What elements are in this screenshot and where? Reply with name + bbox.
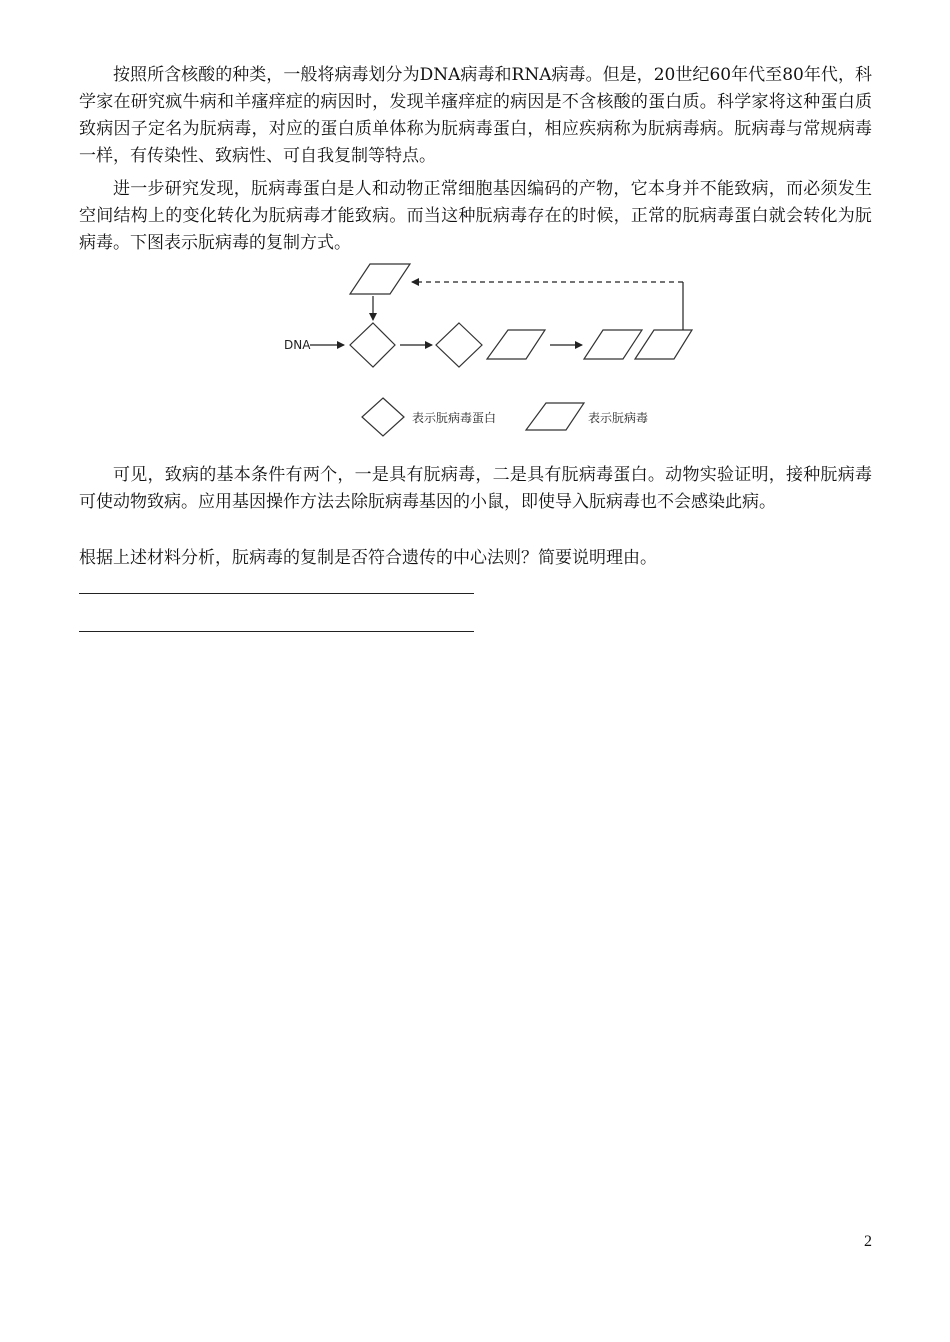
paragraph-2: 进一步研究发现，朊病毒蛋白是人和动物正常细胞基因编码的产物，它本身并不能致病，而必须发生空间结构上的变化转化为朊病毒才能致病。而当这种朊病毒存在的时候，正常的朊病毒蛋白就会转化为朊病毒。下图表示朊病毒的复制方式。 (79, 179, 872, 253)
paragraph-1: 按照所含核酸的种类，一般将病毒划分为DNA病毒和RNA病毒。但是，20世纪60年代至80年代，科学家在研究疯牛病和羊瘙痒症的病因时，发现羊瘙痒症的病因是不含核酸的蛋白质。科学家将这种蛋白质致病因子定名为朊病毒，对应的蛋白质单体称为朊病毒蛋白，相应疾病称为朊病毒病。朊病毒与常规病毒一样，有传染性、致病性、可自我复制等特点。 (79, 65, 872, 166)
prion-parallelogram-top (350, 264, 410, 294)
prion-parallelogram-3 (584, 330, 642, 359)
prion-parallelogram-4 (635, 330, 692, 359)
question: 根据上述材料分析，朊病毒的复制是否符合遗传的中心法则？简要说明理由。 (79, 548, 657, 568)
answer-line-2[interactable] (79, 631, 474, 632)
paragraph-3: 可见，致病的基本条件有两个，一是具有朊病毒，二是具有朊病毒蛋白。动物实验证明，接种朊病毒可使动物致病。应用基因操作方法去除朊病毒基因的小鼠，即使导入朊病毒也不会感染此病。 (79, 465, 872, 512)
answer-line-1[interactable] (79, 593, 474, 594)
prion-protein-diamond-1 (350, 323, 395, 367)
legend-diamond-label: 表示朊病毒蛋白 (412, 411, 497, 425)
prion-replication-diagram (270, 258, 710, 448)
legend-diamond (362, 398, 404, 436)
dna-label: DNA (284, 338, 311, 352)
legend-parallelogram-label: 表示朊病毒 (588, 411, 649, 425)
page-number: 2 (864, 1233, 872, 1250)
prion-parallelogram-2 (487, 330, 545, 359)
prion-protein-diamond-2 (436, 323, 482, 367)
legend-parallelogram (526, 403, 584, 430)
